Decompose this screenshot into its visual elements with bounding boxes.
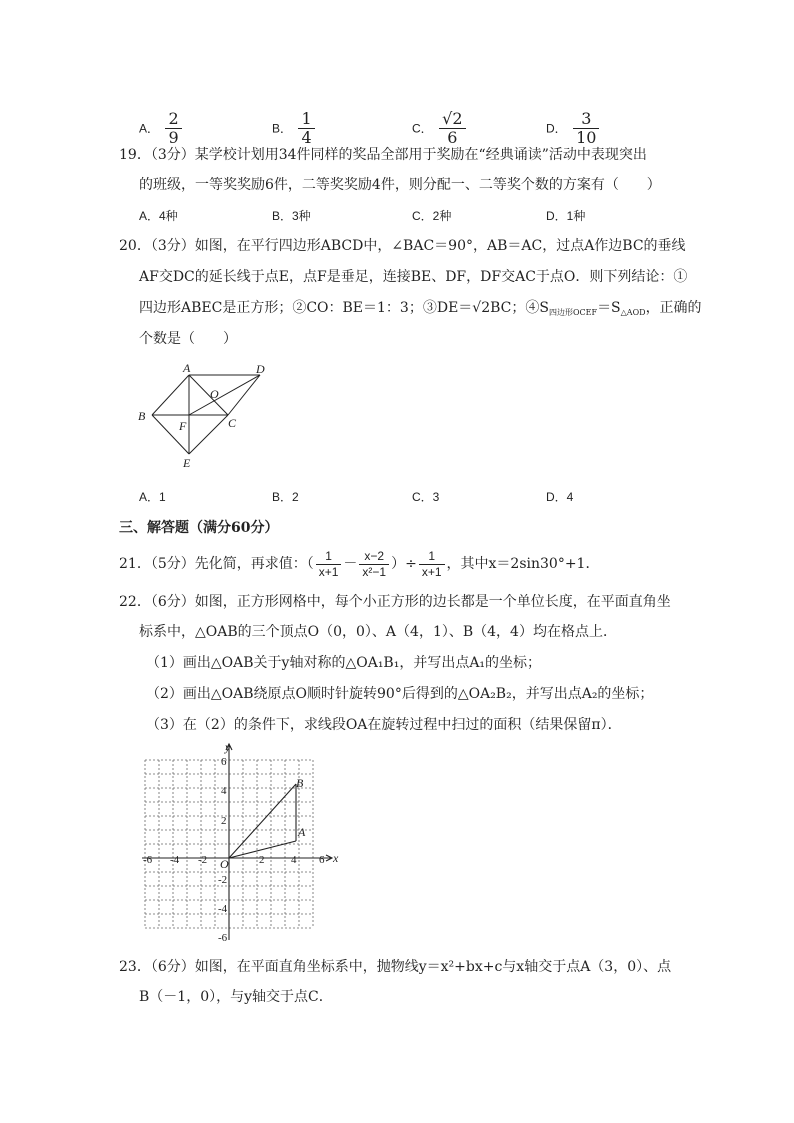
q19-option-d: D．1种 [546, 209, 586, 223]
q22-grid-figure [136, 740, 346, 945]
y-tick-4: 4 [221, 785, 227, 797]
q22-line1: 22．（6分）如图，正方形网格中，每个小正方形的边长都是一个单位长度，在平面直角坐 [119, 594, 671, 610]
x-tick-neg6: -6 [143, 854, 153, 866]
q19-option-b: B．3种 [272, 209, 311, 223]
label-E: E [183, 456, 191, 470]
q22-line2: 标系中，△OAB的三个顶点O（0，0）、A（4，1）、B（4，4）均在格点上． [139, 624, 617, 640]
axis-label-x: x [333, 851, 339, 865]
q18-option-c: C． $\frac{√2}{6}$ [412, 110, 468, 147]
y-tick-neg2: -2 [218, 874, 228, 886]
seg-dc [228, 375, 260, 415]
q21-line: 21．（5分）先化简，再求值：（ $\frac{1}{x+1}$ － $\frac{x-2}{\text{x²−1}}$ ）÷ $\frac{1}{x+1}$ ，其中x＝2sin30°+1． [119, 548, 600, 579]
q20-option-d: D．4 [546, 490, 574, 504]
label-B: B [138, 409, 146, 423]
label-origin: O [220, 857, 229, 871]
x-tick-neg4: -4 [170, 854, 180, 866]
seg-ce [189, 415, 228, 454]
q23-line2: B（－1，0），与y轴交于点C． [139, 989, 333, 1005]
label-O: O [210, 387, 219, 401]
q18-option-d: D． $\frac{3}{10}$ [546, 110, 601, 147]
y-tick-6: 6 [221, 756, 227, 768]
q22-sub1: （1）画出△OAB关于y轴对称的△OA₁B₁，并写出点A₁的坐标； [146, 655, 542, 671]
q20-option-b: B．2 [272, 490, 299, 504]
label-F: F [179, 419, 187, 433]
section-title: 三、解答题（满分60分） [119, 520, 279, 536]
q19-option-a: A．4种 [139, 209, 178, 223]
x-tick-4: 4 [291, 854, 297, 866]
q18-option-b: B． $\frac{1}{4}$ [272, 110, 317, 147]
label-A: A [183, 361, 191, 375]
seg-ba [152, 375, 189, 415]
y-tick-neg4: -4 [218, 903, 228, 915]
q18-option-a: A． $\frac{2}{9}$ [139, 110, 184, 147]
seg-fd [189, 375, 260, 415]
q20-option-c: C．3 [412, 490, 440, 504]
label-point-a: A [298, 825, 306, 839]
q20-line3: 四边形ABEC是正方形；②CO：BE＝1：3；③DE＝√2BC；$④S_{四边形OCEF}=S_{\triangle AOD}$，正确的 [139, 300, 702, 317]
seg-ac [189, 375, 228, 415]
q19-option-c: C．2种 [412, 209, 452, 223]
label-point-b: B [296, 776, 304, 790]
y-tick-neg6: -6 [218, 932, 228, 944]
x-tick-neg2: -2 [198, 854, 208, 866]
x-tick-2: 2 [259, 854, 265, 866]
q20-line2: AF交DC的延长线于点E，点F是垂足，连接BE、DF，DF交AC于点O．则下列结论：① [139, 269, 688, 285]
q22-sub3: （3）在（2）的条件下，求线段OA在旋转过程中扫过的面积（结果保留π）． [146, 717, 622, 733]
q19-line1: 19．（3分）某学校计划用34件同样的奖品全部用于奖励在“经典诵读”活动中表现突出 [119, 147, 647, 163]
q23-line1: 23．（6分）如图，在平面直角坐标系中，抛物线y＝x²+bx+c与x轴交于点A（3，0）、点 [119, 959, 672, 975]
sqrt-2: √2 [472, 300, 491, 316]
y-tick-2: 2 [221, 815, 227, 827]
label-C: C [228, 416, 237, 430]
seg-ob [229, 784, 296, 858]
q20-line1: 20．（3分）如图，在平行四边形ABCD中，∠BAC＝90°，AB＝AC，过点A作边BC的垂线 [119, 238, 686, 254]
x-tick-6: 6 [319, 854, 325, 866]
q20-figure [130, 360, 280, 472]
q18-options [139, 100, 659, 147]
label-D: D [256, 362, 265, 376]
axis-label-y: y [225, 740, 231, 754]
q22-sub2: （2）画出△OAB绕原点O顺时针旋转90°后得到的△OA₂B₂，并写出点A₂的坐标； [146, 686, 654, 702]
q20-option-a: A．1 [139, 490, 166, 504]
q19-line2: 的班级，一等奖奖励6件，二等奖奖励4件，则分配一、二等奖个数的方案有（ ） [139, 177, 661, 193]
q20-line4: 个数是（ ） [139, 331, 237, 347]
